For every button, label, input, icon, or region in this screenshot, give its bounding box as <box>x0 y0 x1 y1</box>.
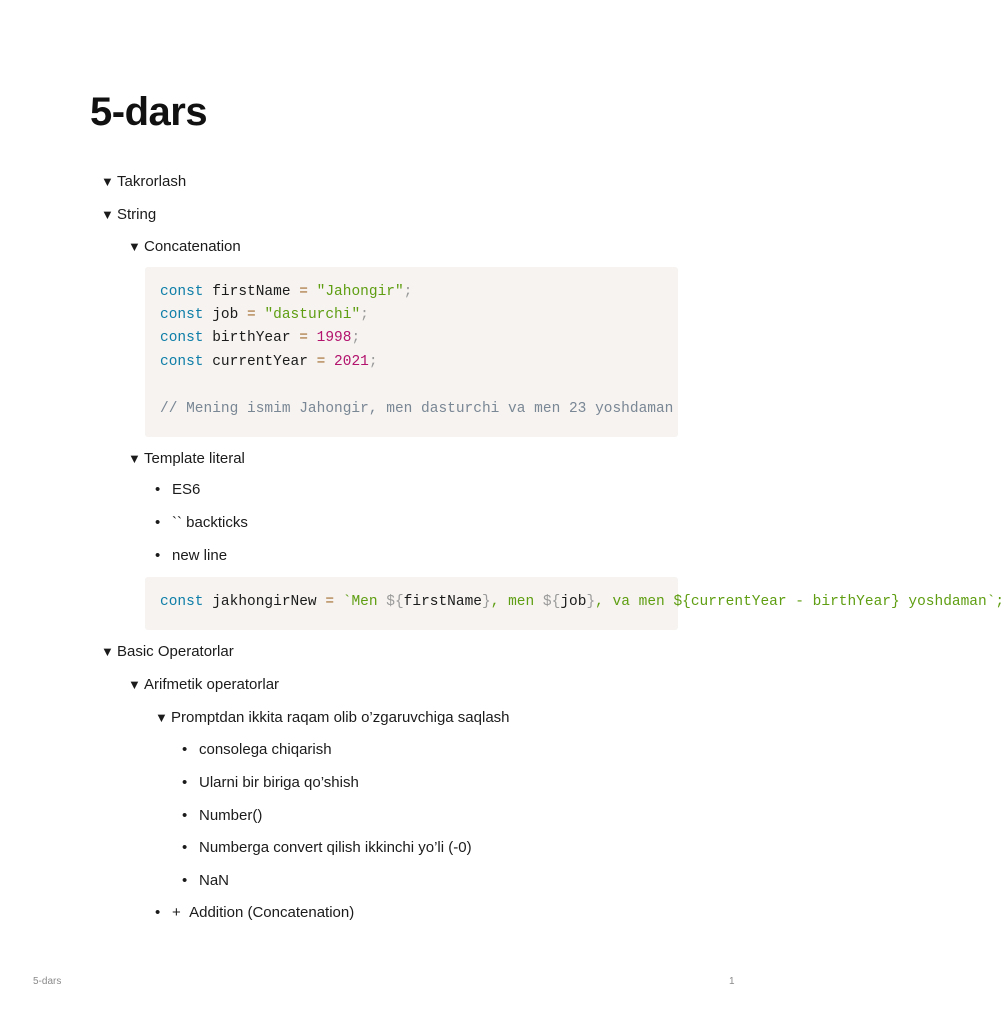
code-operator: = <box>299 284 308 300</box>
bullet-icon: • <box>182 774 188 791</box>
list-item-label: Numberga convert qilish ikkinchi yo’li (-0) <box>199 839 472 856</box>
code-punctuation: ; <box>403 284 413 300</box>
code-number: 1998 <box>316 330 352 346</box>
bullet-icon: • <box>155 514 161 531</box>
list-item <box>155 903 354 923</box>
toggle-template-literal[interactable] <box>128 449 245 469</box>
triangle-down-icon[interactable]: ▼ <box>128 677 141 692</box>
code-identifier: job <box>212 307 239 323</box>
code-comment: // Mening ismim Jahongir, men dasturchi va men 23 yoshdaman <box>160 401 674 417</box>
code-line <box>160 305 369 325</box>
toggle-arifmetik-operatorlar[interactable] <box>128 675 279 695</box>
triangle-down-icon[interactable]: ▼ <box>101 207 114 222</box>
bullet-icon: • <box>155 481 161 498</box>
toggle-label: Promptdan ikkita raqam olib o’zgaruvchiga saqlash <box>171 709 510 726</box>
triangle-down-icon[interactable]: ▼ <box>128 451 141 466</box>
bullet-icon: • <box>155 904 161 921</box>
toggle-promptdan[interactable] <box>155 708 510 728</box>
bullet-icon: • <box>182 839 188 856</box>
code-interpolation-open: ${ <box>542 594 561 610</box>
toggle-string[interactable] <box>101 205 156 225</box>
code-keyword: const <box>160 330 204 346</box>
toggle-label: Concatenation <box>144 238 241 255</box>
toggle-concatenation[interactable] <box>128 237 241 257</box>
list-item-label: Ularni bir biriga qo’shish <box>199 774 359 791</box>
code-identifier: currentYear <box>212 354 308 370</box>
code-block-concatenation <box>145 267 678 437</box>
code-number: 2021 <box>334 354 369 370</box>
triangle-down-icon[interactable]: ▼ <box>155 710 168 725</box>
toggle-basic-operatorlar[interactable] <box>101 642 234 662</box>
code-interpolation-open: ${ <box>386 594 404 610</box>
operator-sign: + <box>172 904 181 921</box>
code-keyword: const <box>160 307 204 323</box>
code-interpolation-close: } <box>586 594 596 610</box>
code-operator: = <box>316 354 326 370</box>
triangle-down-icon[interactable]: ▼ <box>101 174 114 189</box>
code-string: , va men ${currentYear - birthYear} yoshdaman`; <box>595 594 1004 610</box>
code-string: "Jahongir" <box>316 284 404 300</box>
toggle-label: Basic Operatorlar <box>117 643 234 660</box>
code-identifier: firstName <box>212 284 291 300</box>
code-keyword: const <box>160 594 204 610</box>
list-item <box>182 773 359 793</box>
code-identifier: job <box>560 594 587 610</box>
code-operator: = <box>325 594 335 610</box>
list-item <box>182 806 262 826</box>
list-item <box>182 740 332 760</box>
toggle-label: Arifmetik operatorlar <box>144 676 280 693</box>
code-punctuation: ; <box>360 307 369 323</box>
code-identifier: firstName <box>403 594 482 610</box>
code-punctuation: ; <box>368 354 378 370</box>
list-item-label: Number() <box>199 807 263 824</box>
list-item-label: consolega chiqarish <box>199 741 332 758</box>
bullet-icon: • <box>182 807 188 824</box>
toggle-label: Takrorlash <box>117 173 187 190</box>
toggle-label: Template literal <box>144 450 245 467</box>
triangle-down-icon[interactable]: ▼ <box>101 644 114 659</box>
list-item <box>182 871 229 891</box>
list-item-label: `` backticks <box>172 514 248 531</box>
toggle-takrorlash[interactable] <box>101 172 186 192</box>
list-item-label: NaN <box>199 872 230 889</box>
footer-title: 5-dars <box>33 976 62 987</box>
code-string: `Men <box>342 594 387 610</box>
bullet-icon: • <box>155 547 161 564</box>
list-item <box>182 838 472 858</box>
bullet-icon: • <box>182 872 188 889</box>
code-interpolation-close: } <box>482 594 491 610</box>
list-item-label: Addition (Concatenation) <box>189 904 355 921</box>
page-number: 1 <box>729 976 735 987</box>
list-item <box>155 480 200 500</box>
list-item-label: new line <box>172 547 228 564</box>
code-identifier: jakhongirNew <box>212 594 317 610</box>
list-item <box>155 546 227 566</box>
code-keyword: const <box>160 284 204 300</box>
code-line <box>160 328 360 348</box>
code-string: "dasturchi" <box>264 307 361 323</box>
triangle-down-icon[interactable]: ▼ <box>128 239 141 254</box>
list-item-label: ES6 <box>172 481 201 498</box>
page-title: 5-dars <box>90 90 208 134</box>
code-keyword: const <box>160 354 204 370</box>
code-line <box>160 282 412 302</box>
code-line <box>160 352 378 372</box>
toggle-label: String <box>117 206 157 223</box>
code-operator: = <box>247 307 256 323</box>
code-operator: = <box>299 330 308 346</box>
code-identifier: birthYear <box>212 330 291 346</box>
code-punctuation: ; <box>351 330 361 346</box>
code-string: , men <box>490 594 543 610</box>
bullet-icon: • <box>182 741 188 758</box>
code-line <box>160 592 1004 612</box>
code-block-template-literal <box>145 577 1004 630</box>
list-item <box>155 513 248 533</box>
